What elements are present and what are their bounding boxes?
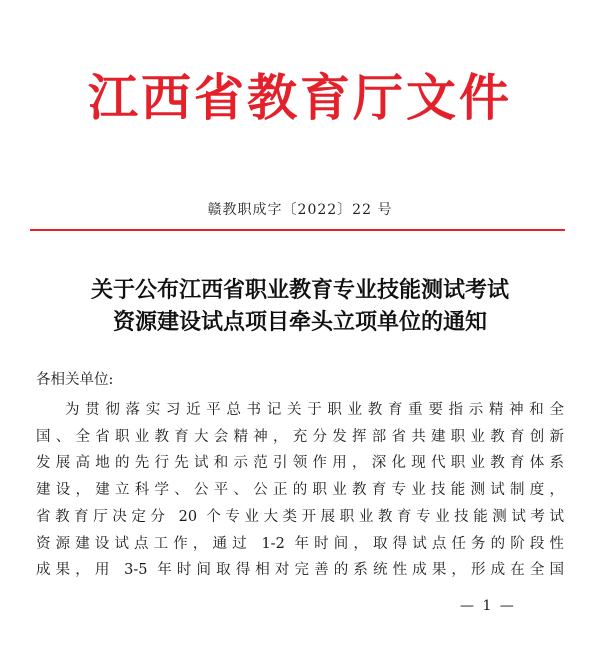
body-line: 发展高地的先行先试和示范引领作用，深化现代职业教育体系 xyxy=(36,455,564,472)
body-line: 为贯彻落实习近平总书记关于职业教育重要指示精神和全 xyxy=(65,402,564,418)
red-divider xyxy=(30,229,565,231)
page-number: — 1 — xyxy=(460,598,516,614)
notice-title xyxy=(0,274,600,338)
doc-header-title: 江西省教育厅文件 xyxy=(88,68,512,127)
body-line: 建设，建立科学、公平、公正的职业教育专业技能测试制度， xyxy=(36,482,564,499)
body-line: 资源建设试点工作，通过 1-2 年时间，取得试点任务的阶段性 xyxy=(36,535,564,552)
notice-body xyxy=(36,397,564,584)
notice-title-line-1: 关于公布江西省职业教育专业技能测试考试 xyxy=(90,277,509,303)
notice-title-line-2: 资源建设试点项目牵头立项单位的通知 xyxy=(112,309,487,335)
doc-number: 赣教职成字〔2022〕22 号 xyxy=(207,202,393,218)
body-line: 省教育厅决定分 20 个专业大类开展职业教育专业技能测试考试 xyxy=(36,508,564,525)
body-line: 国、全省职业教育大会精神，充分发挥部省共建职业教育创新 xyxy=(36,428,564,445)
salutation: 各相关单位: xyxy=(36,372,114,388)
body-line: 成果，用 3-5 年时间取得相对完善的系统性成果，形成在全国 xyxy=(36,562,564,579)
